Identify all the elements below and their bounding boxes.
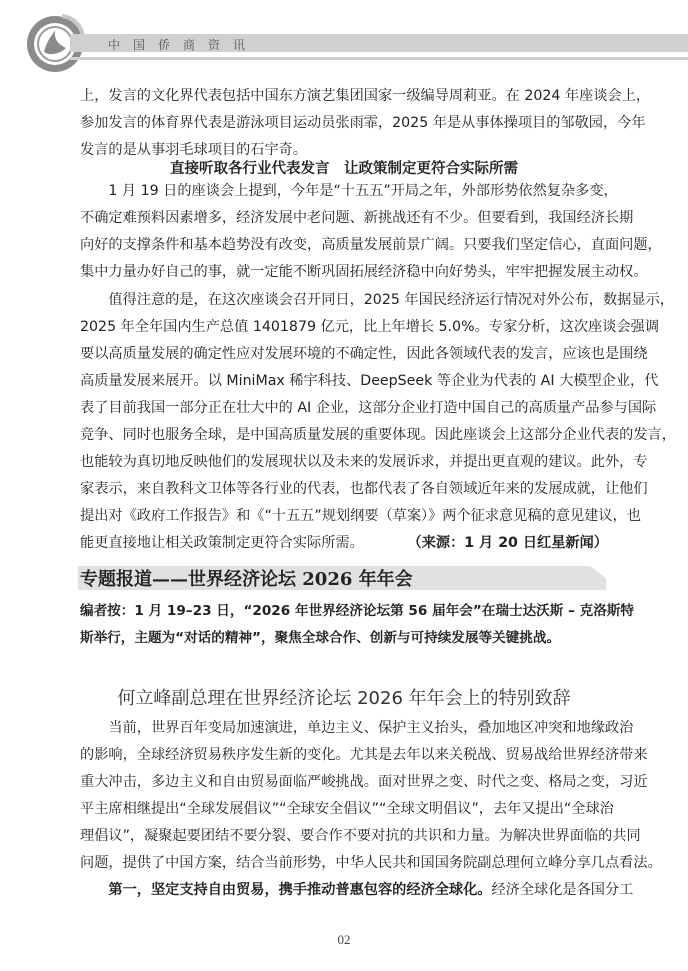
text-line: 参加发言的体育界代表是游泳项目运动员张雨霏，2025 年是从事体操项目的邹敬园，今年 <box>80 115 646 131</box>
section-title: 专题报道——世界经济论坛 2026 年年会 <box>80 569 413 590</box>
text-line: 问题，提供了中国方案，结合当前形势，中华人民共和国国务院副总理何立峰分享几点看法。 <box>80 855 662 871</box>
article-title: 何立峰副总理在世界经济论坛 2026 年年会上的特别致辞 <box>117 688 571 709</box>
text-line: 提出对《政府工作报告》和《“十五五”规划纲要（草案）》两个征求意见稿的意见建议，也 <box>80 508 641 524</box>
text-line: 也能较为真切地反映他们的发展现状以及未来的发展诉求，并提出更直观的建议。此外，专 <box>80 454 648 470</box>
text-line: 集中力量办好自己的事，就一定能不断巩固拓展经济稳中向好势头，牢牢把握发展主动权。 <box>80 264 648 280</box>
text-line: 2025 年全年国内生产总值 1401879 亿元，比上年增长 5.0%。专家分析，这次座谈会强调 <box>80 319 660 335</box>
text-line: 编者按：1 月 19–23 日，“2026 年世界经济论坛第 56 届年会”在瑞士达沃斯 – 克洛斯特 <box>80 603 634 619</box>
editor-note <box>80 598 634 652</box>
text-line: 1 月 19 日的座谈会上提到，今年是“十五五”开局之年，外部形势依然复杂多变， <box>108 183 618 199</box>
paragraph-continued <box>80 83 651 164</box>
text-line: 竞争、同时也服务全球，是中国高质量发展的重要体现。因此座谈会上这部分企业代表的发言， <box>80 427 676 443</box>
text-line: 不确定难预料因素增多，经济发展中老问题、新挑战还有不少。但要看到，我国经济长期 <box>80 210 634 226</box>
text-line: 理倡议”，凝聚起要团结不要分裂、要合作不要对抗的共识和力量。为解决世界面临的共同 <box>80 828 641 844</box>
text-line: 的影响，全球经济贸易秩序发生新的变化。尤其是去年以来关税战、贸易战给世界经济带来 <box>80 747 648 763</box>
text-line: 平主席相继提出“全球发展倡议”“全球安全倡议”“全球文明倡议”，去年又提出“全球治 <box>80 801 614 817</box>
text-line: 要以高质量发展的确定性应对发展环境的不确定性，因此各领域代表的发言，应该也是围绕 <box>80 346 648 362</box>
text-line: 重大冲击，多边主义和自由贸易面临严峻挑战。面对世界之变、时代之变、格局之变，习近 <box>80 774 648 790</box>
paragraph <box>80 287 676 557</box>
text-line: 斯举行，主题为“对话的精神”，聚焦全球合作、创新与可持续发展等关键挑战。 <box>80 630 561 646</box>
text-line: 向好的支撑条件和基本趋势没有改变，高质量发展前景广阔。只要我们坚定信心，直面问题， <box>80 237 662 253</box>
text-line: 表了目前我国一部分正在壮大中的 AI 企业，这部分企业打造中国自己的高质量产品参与国际 <box>80 400 657 416</box>
text-line <box>80 530 608 557</box>
text-line: 当前，世界百年变局加速演进，单边主义、保护主义抬头，叠加地区冲突和地缘政治 <box>108 720 634 736</box>
source-citation: （来源：1 月 20 日红星新闻） <box>407 535 608 551</box>
text-line: 值得注意的是，在这次座谈会召开同日，2025 年国民经济运行情况对外公布，数据显示， <box>108 292 674 308</box>
page-number: 02 <box>337 932 351 947</box>
text-line: 高质量发展来展开。以 MiniMax 稀宇科技、DeepSeek 等企业为代表的 AI 大模型企业，代 <box>80 373 659 389</box>
text-line: 发言的是从事羽毛球项目的石宇奇。 <box>80 142 308 158</box>
header-rule <box>70 57 688 60</box>
point-text: 经济全球化是各国分工 <box>491 882 634 898</box>
text-line: 家表示，来自教科文卫体等各行业的代表，也都代表了各自领域近年来的发展成就，让他们 <box>80 481 648 497</box>
publication-name: 中国侨商资讯 <box>108 38 259 52</box>
subheading: 直接听取各行业代表发言 让政策制定更符合实际所需 <box>170 161 518 177</box>
point-heading: 第一，坚定支持自由贸易，携手推动普惠包容的经济全球化。 <box>108 882 492 898</box>
paragraph <box>80 178 662 286</box>
paragraph <box>80 715 662 904</box>
text-line <box>80 877 634 904</box>
text-line-last: 能更直接地让相关政策制定更符合实际所需。 <box>80 535 364 551</box>
text-line: 上，发言的文化界代表包括中国东方演艺集团国家一级编导周莉亚。在 2024 年座谈会上， <box>80 88 651 104</box>
